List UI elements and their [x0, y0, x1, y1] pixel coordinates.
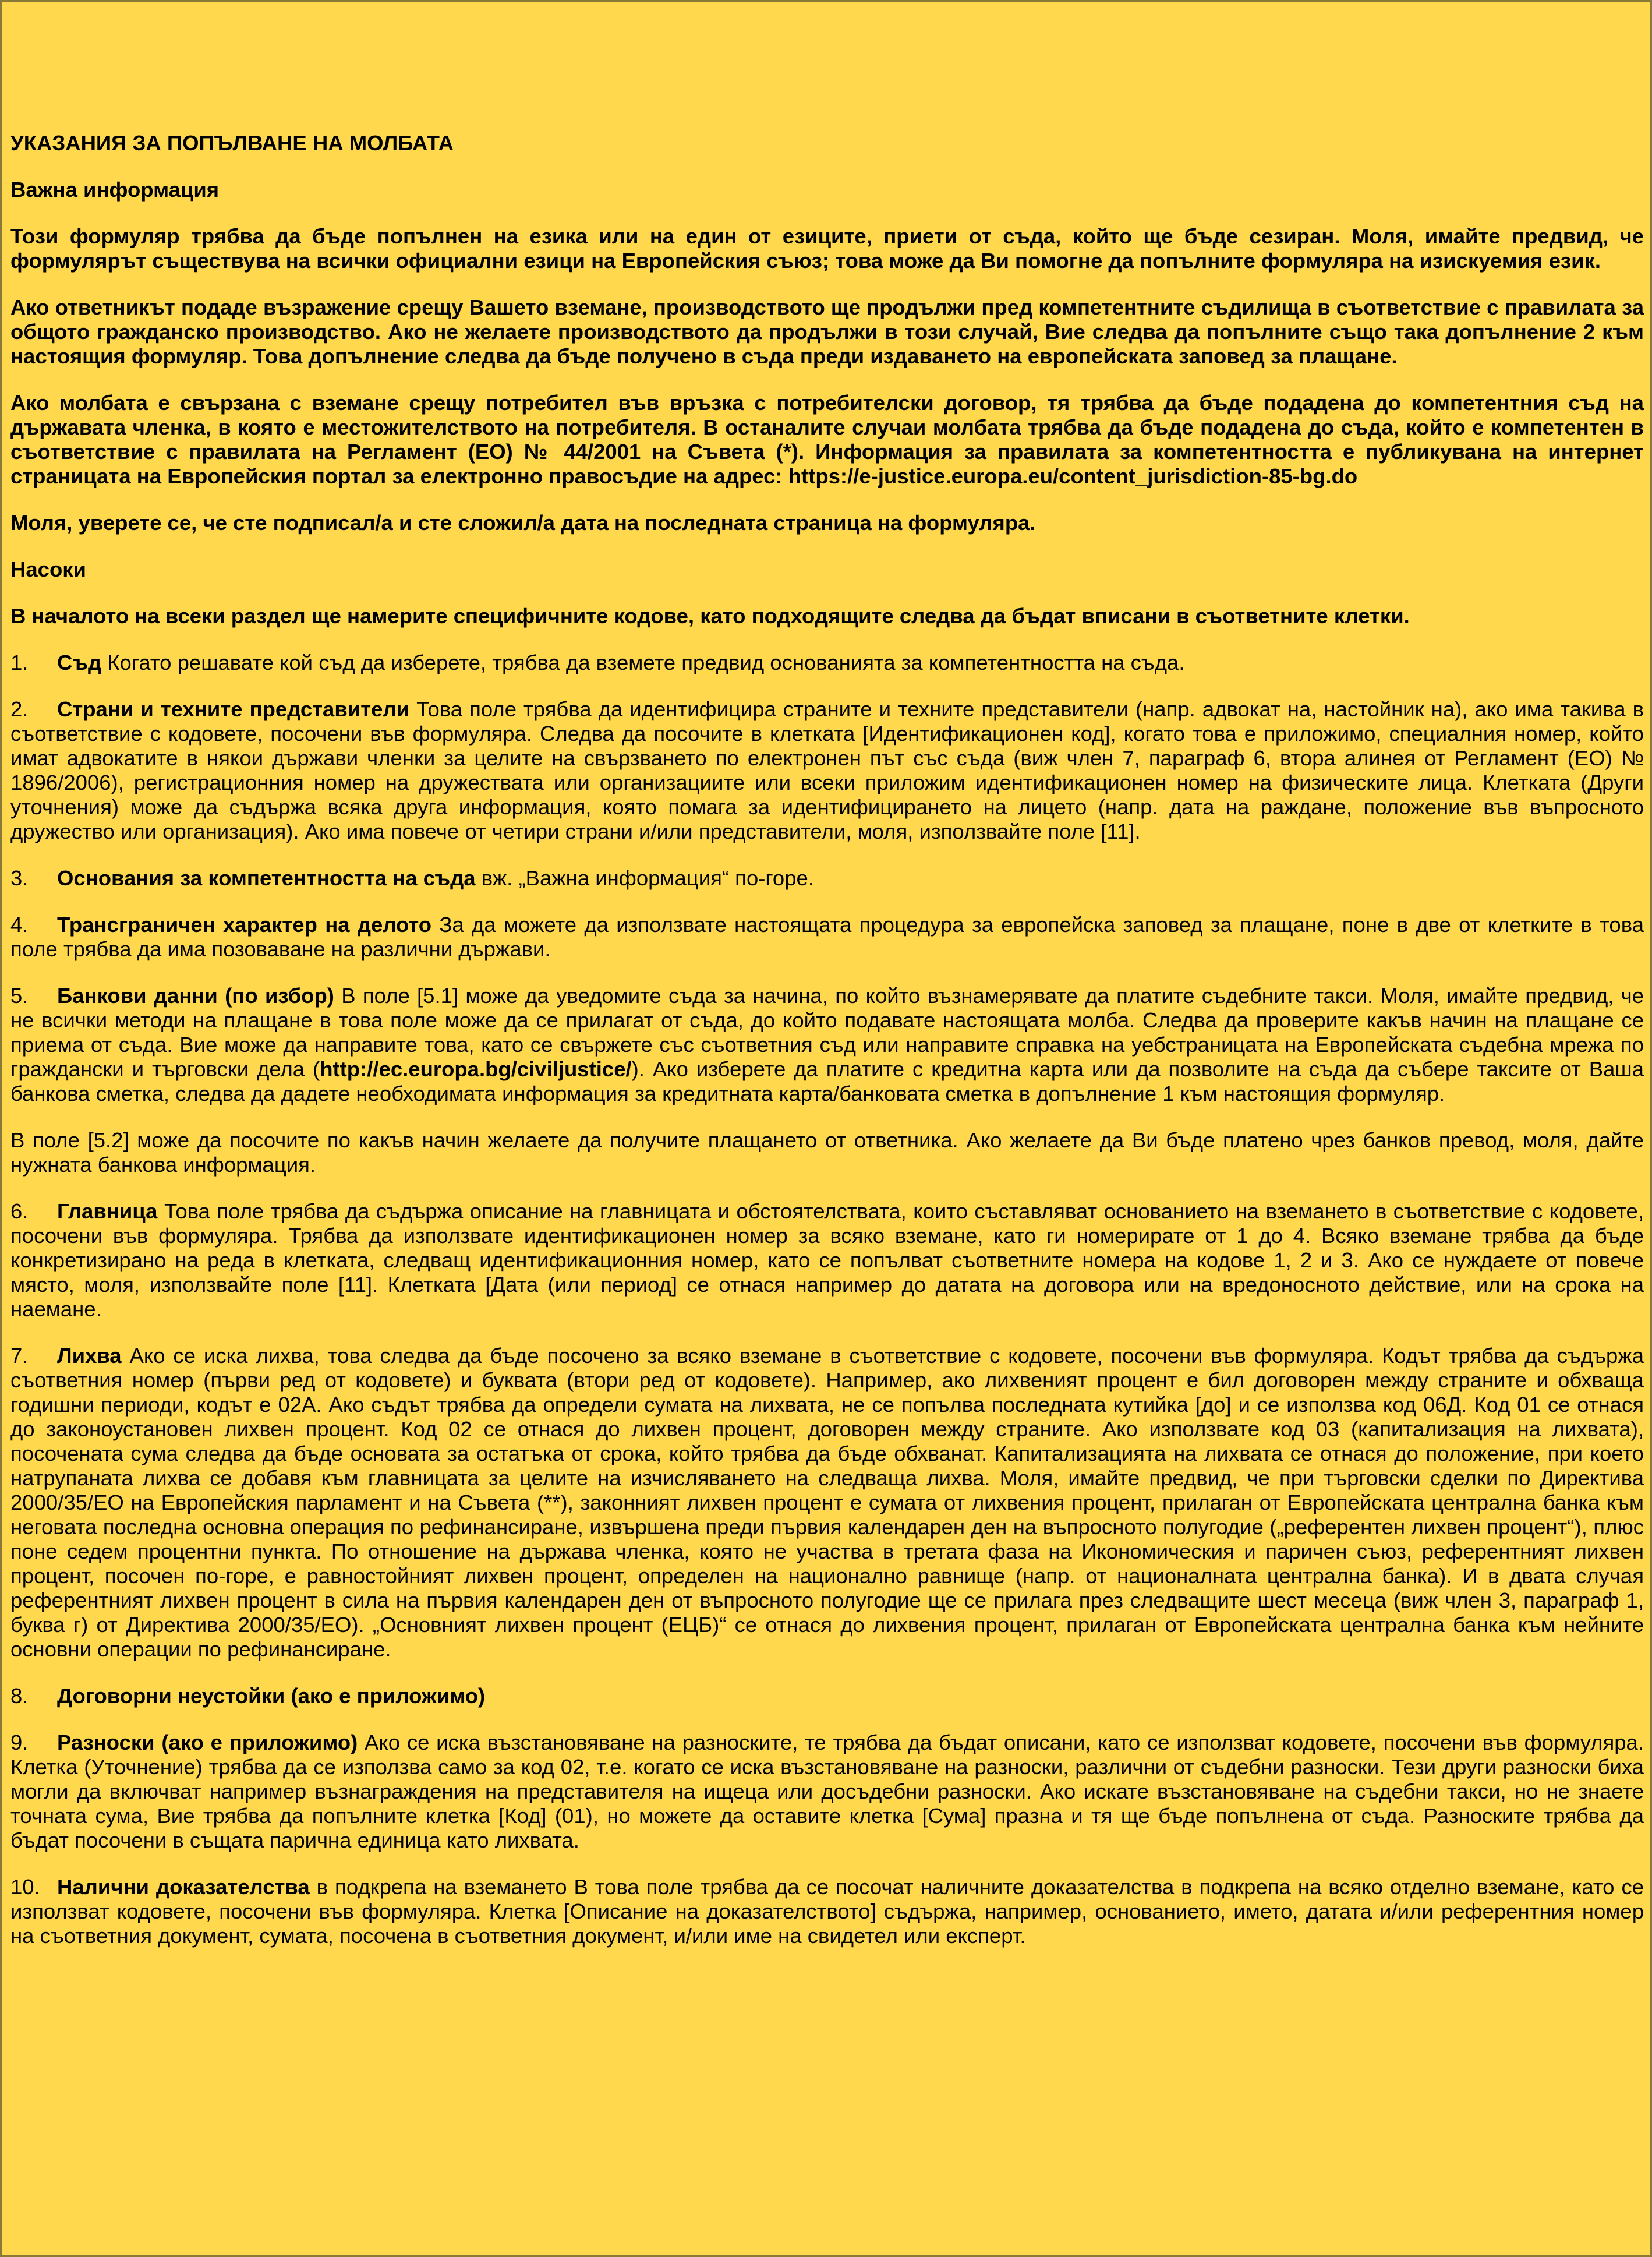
important-paragraph: Този формуляр трябва да бъде попълнен на езика или на един от езиците, приети от съда, който ще бъде сезиран. Моля, имайте предвид, че формулярът съществува на всички официални езици на Европейския съюз; това може да Ви помогне да попълните формуляра на изискуемия език.: [10, 224, 1644, 273]
item-heading: Страни и техните представители: [57, 697, 410, 721]
item-heading: Лихва: [57, 1344, 122, 1368]
document-title: УКАЗАНИЯ ЗА ПОПЪЛВАНЕ НА МОЛБАТА: [10, 131, 454, 155]
item-heading: Главница: [57, 1199, 158, 1223]
guidance-item: [10, 1199, 1644, 1322]
document-content: [10, 131, 1644, 1970]
important-heading: Важна информация: [10, 178, 220, 202]
item-text: Това поле трябва да идентифицира страните и техните представители (напр. адвокат на, настойник на), ако има такива в съответствие с кодовете, посочени във формуляра. Следва да посочите в клетката [Идентификационен код], когато това е приложимо, специалния номер, който имат адвокатите в някои държави членки за целите на свързването по електронен път със съда (виж член 7, параграф 6, втора алинея от Регламент (ЕО) № 1896/2006), регистрационния номер на дружествата или организациите или всеки приложим идентификационен номер на физическите лица. Клетката (Други уточнения) може да съдържа всяка друга информация, която помага за идентифицирането на лицето (напр. дата на раждане, положение във въпросното дружество или организация). Ако има повече от четири страни и/или представители, моля, използвайте поле [11].: [10, 697, 1644, 843]
item-number: 6.: [10, 1199, 29, 1223]
item-text: В поле [5.2] може да посочите по какъв начин желаете да получите плащането от ответника. Ако желаете да Ви бъде платено чрез банков превод, моля, дайте нужната банкова информация.: [10, 1128, 1644, 1177]
guidance-item: [10, 913, 1644, 962]
item-text: Когато решавате кой съд да изберете, трябва да вземете предвид основанията за компетентността на съда.: [101, 651, 1185, 674]
item-text-after: ). Ако изберете да платите с кредитна карта или да позволите на съда да събере таксите от Ваша банкова сметка, следва да дадете необходимата информация за кредитната карта/банковата сметка в допълнение 1 към настоящия формуляр.: [10, 1057, 1644, 1105]
item-heading: Основания за компетентността на съда: [57, 866, 476, 890]
item-text: Ако се иска лихва, това следва да бъде посочено за всяко вземане в съответствие с кодовете, посочени във формуляра. Кодът трябва да съдържа съответния номер (първи ред от кодовете) и буквата (втори ред от кодовете). Например, ако лихвеният процент е бил договорен между страните и обхваща годишни периоди, кодът е 02А. Ако съдът трябва да определи сумата на лихвата, не се попълва последната кутийка [до] и се използва код 06Д. Код 01 се отнася до законоустановен лихвен процент. Код 02 се отнася до лихвен процент, договорен между страните. Ако използвате код 03 (капитализация на лихвата), посочената сума следва да бъде основата за остатъка от срока, който трябва да бъде обхванат. Капитализацията на лихвата се отнася до положение, при което натрупаната лихва се добавя към главницата за целите на изчисляването на следваща лихва. Моля, имайте предвид, че при търговски сделки по Директива 2000/35/ЕО на Европейския парламент и на Съвета (**), законният лихвен процент е сумата от лихвения процент, прилаган от Европейската централна банка към неговата последна основна операция по рефинансиране, извършена преди първия календарен ден на въпросното полугодие („референтен лихвен процент“), плюс поне седем процентни пункта. По отношение на държава членка, която не участва в третата фаза на Икономическия и паричен съюз, референтният лихвен процент, посочен по-горе, е равностойният лихвен процент, определен на национално равнище (напр. от националната централна банка). И в двата случая референтният лихвен процент в сила на първия календарен ден от въпросното полугодие ще се прилага през следващите шест месеца (виж член 3, параграф 1, буква г) от Директива 2000/35/ЕО). „Основният лихвен процент (ЕЦБ)“ се отнася до лихвения процент, прилаган от Европейската централна банка към нейните основни операции по рефинансиране.: [10, 1344, 1644, 1661]
guidance-item: [10, 697, 1644, 844]
item-heading: Разноски (ако е приложимо): [57, 1730, 358, 1754]
item-number: 4.: [10, 913, 29, 937]
item-heading: Трансграничен характер на делото: [57, 913, 432, 937]
item-number: 2.: [10, 697, 29, 721]
item-text: Ако се иска възстановяване на разноските, те трябва да бъдат описани, като се използват кодовете, посочени във формуляра. Клетка (Уточнение) трябва да се използва само за код 02, т.е. когато се иска възстановяване на разноски, различни от съдебни разноски. Тези други разноски биха могли да включват например възнаграждения на представителя на ищеца или досъдебни разноски. Ако искате възстановяване на съдебни такси, но не знаете точната сума, Вие трябва да попълните клетка [Код] (01), но можете да оставите клетка [Сума] празна и тя ще бъде попълнена от съда. Разноските трябва да бъдат посочени в същата парична единица като лихвата.: [10, 1730, 1644, 1852]
civiljustice-link[interactable]: http://ec.europa.bg/civiljustice/: [320, 1057, 632, 1081]
guidance-heading: Насоки: [10, 557, 86, 581]
guidance-item: [10, 984, 1644, 1106]
guidance-item: [10, 651, 1644, 675]
item-text: вж. „Важна информация“ по-горе.: [475, 866, 814, 890]
item-number: 9.: [10, 1730, 29, 1754]
item-number: 5.: [10, 984, 29, 1008]
guidance-intro: В началото на всеки раздел ще намерите специфичните кодове, като подходящите следва да бъдат вписани в съответните клетки.: [10, 604, 1410, 628]
guidance-item: [10, 1875, 1644, 1948]
guidance-item: [10, 866, 1644, 891]
item-number: 7.: [10, 1344, 29, 1368]
guidance-item: [10, 1684, 1644, 1708]
item-text: За да можете да използвате настоящата процедура за европейска заповед за плащане, поне в две от клетките в това поле трябва да има позоваване на различни държави.: [10, 913, 1644, 961]
item-heading: Банкови данни (по избор): [57, 984, 334, 1008]
item-heading: Налични доказателства: [57, 1875, 310, 1899]
important-paragraph: Ако ответникът подаде възражение срещу Вашето вземане, производството ще продължи пред компетентните съдилища в съответствие с правилата за общото гражданско производство. Ако не желаете производството да продължи в този случай, Вие следва да попълните също така допълнение 2 към настоящия формуляр. Това допълнение следва да бъде получено в съда преди издаването на европейската заповед за плащане.: [10, 295, 1644, 368]
important-paragraph: Моля, уверете се, че сте подписал/а и сте сложил/а дата на последната страница на формуляра.: [10, 511, 1036, 535]
important-paragraph: Ако молбата е свързана с вземане срещу потребител във връзка с потребителски договор, тя трябва да бъде подадена до компетентния съд на държавата членка, в която е местожителството на потребителя. В останалите случаи молбата трябва да бъде подадена до съда, който е компетентен в съответствие с правилата на Регламент (ЕО) № 44/2001 на Съвета (*). Информация за правилата за компетентността е публикувана на интернет страницата на Европейския портал за електронно правосъдие на адрес: https://e-justice.europa.eu/content_jurisdiction-85-bg.do: [10, 391, 1644, 488]
item-number: 1.: [10, 651, 29, 674]
item-text: Това поле трябва да съдържа описание на главницата и обстоятелствата, които съставляват основанието на вземането в съответствие с кодовете, посочени във формуляра. Трябва да използвате идентификационен номер за всяко вземане, като ги номерирате от 1 до 4. Всяко вземане трябва да бъде конкретизирано на реда в клетката, следващ идентификационния номер, като се попълват съответните номера на кодове 1, 2 и 3. Ако се нуждаете от повече място, моля, използвайте поле [11]. Клетката [Дата (или период] се отнася например до датата на договора или на вредоносното действие, или на срока на наемане.: [10, 1199, 1644, 1321]
guidance-item: [10, 1730, 1644, 1853]
item-number: 10.: [10, 1875, 40, 1899]
guidance-item-continuation: [10, 1128, 1644, 1177]
item-text: в подкрепа на вземането В това поле трябва да се посочат наличните доказателства в подкрепа на всяко отделно вземане, като се използват кодовете, посочени във формуляра. Клетка [Описание на доказателството] съдържа, например, основанието, името, датата и/или референтния номер на съответния документ, сумата, посочена в съответния документ, и/или име на свидетел или експерт.: [10, 1875, 1644, 1948]
item-heading: Съд: [57, 651, 102, 674]
item-number: 8.: [10, 1684, 29, 1708]
item-heading: Договорни неустойки (ако е приложимо): [57, 1684, 486, 1708]
guidance-item: [10, 1344, 1644, 1662]
item-number: 3.: [10, 866, 29, 890]
item-text: В поле [5.1] може да уведомите съда за начина, по който възнамерявате да платите съдебните такси. Моля, имайте предвид, че не всички методи на плащане в това поле може да се прилагат от съда, до който подавате настоящата молба. Следва да проверите какъв начин на плащане се приема от съда. Вие може да направите това, като се свържете със съответния съд или направите справка на уебстраницата на Европейската съдебна мрежа по граждански и търговски дела (: [10, 984, 1644, 1081]
